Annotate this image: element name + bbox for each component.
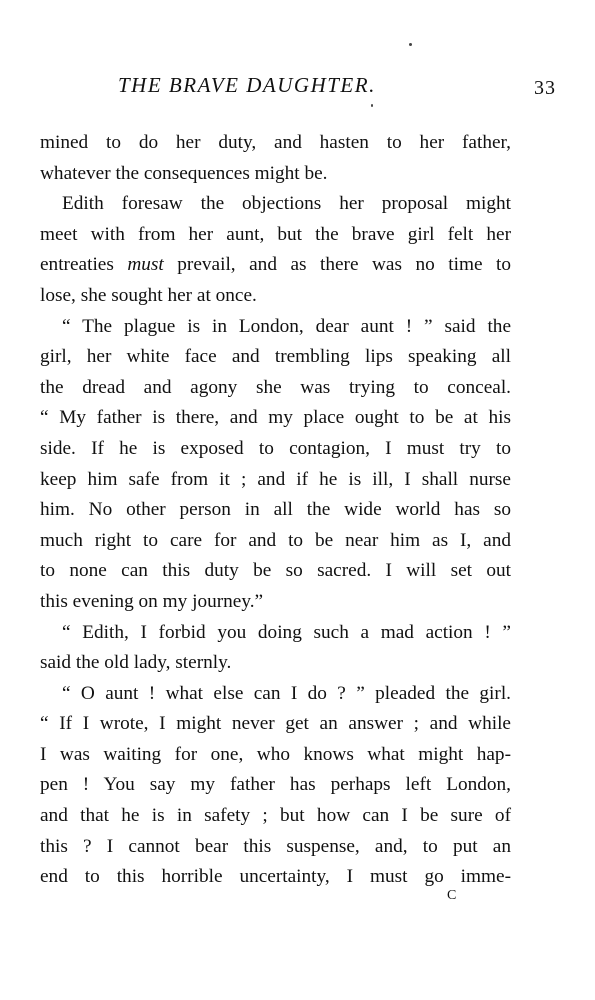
text-line <box>40 373 511 404</box>
text-segment: Edith foresaw the objections her proposal might <box>62 193 511 215</box>
text-segment: him. No other person in all the wide world has so <box>40 499 511 521</box>
body-text <box>40 128 511 893</box>
text-segment: “ My father is there, and my place ought to be at his <box>40 407 511 429</box>
text-line <box>40 189 511 220</box>
text-segment: side. If he is exposed to contagion, I must try to <box>40 437 511 459</box>
text-segment: “ O aunt ! what else can I do ? ” pleaded the girl. <box>62 682 511 704</box>
text-segment: end to this horrible uncertainty, I must go imme- <box>40 866 511 888</box>
text-segment: prevail, and as there was no time to <box>163 254 511 276</box>
text-segment: “ The plague is in London, dear aunt ! ” said the <box>62 315 511 337</box>
text-line <box>40 403 511 434</box>
text-line <box>40 556 511 587</box>
text-segment: and that he is in safety ; but how can I be sure of <box>40 805 511 827</box>
text-line <box>40 587 511 618</box>
text-line <box>40 648 511 679</box>
ink-speck <box>371 104 373 107</box>
text-segment: entreaties <box>40 254 128 276</box>
running-head <box>40 73 556 103</box>
text-segment: “ Edith, I forbid you doing such a mad action ! ” <box>62 621 511 643</box>
text-segment: this ? I cannot bear this suspense, and, to put an <box>40 835 511 857</box>
text-segment: “ If I wrote, I might never get an answer ; and while <box>40 713 511 735</box>
text-segment: keep him safe from it ; and if he is ill, I shall nurse <box>40 468 511 490</box>
text-segment: girl, her white face and trembling lips speaking all <box>40 346 511 368</box>
text-segment: whatever the consequences might be. <box>40 162 328 184</box>
text-segment: the dread and agony she was trying to conceal. <box>40 376 511 398</box>
text-segment: to none can this duty be so sacred. I will set out <box>40 560 511 582</box>
text-line <box>40 679 511 710</box>
text-segment: this evening on my journey.” <box>40 590 264 612</box>
text-line <box>40 801 511 832</box>
text-line <box>40 250 511 281</box>
text-line <box>40 220 511 251</box>
text-segment: much right to care for and to be near him as I, and <box>40 529 511 551</box>
text-line <box>40 770 511 801</box>
text-segment: lose, she sought her at once. <box>40 284 257 306</box>
text-line <box>40 159 511 190</box>
text-segment: I was waiting for one, who knows what might hap- <box>40 743 511 765</box>
page-number: 33 <box>534 77 556 99</box>
text-line <box>40 281 511 312</box>
text-line <box>40 342 511 373</box>
text-line <box>40 862 511 893</box>
text-segment: pen ! You say my father has perhaps left London, <box>40 774 511 796</box>
text-segment: meet with from her aunt, but the brave girl felt her <box>40 223 511 245</box>
text-line <box>40 832 511 863</box>
text-line <box>40 709 511 740</box>
text-line <box>40 312 511 343</box>
text-line <box>40 618 511 649</box>
italic-word: must <box>127 254 164 276</box>
text-line <box>40 495 511 526</box>
text-line <box>40 128 511 159</box>
text-line <box>40 526 511 557</box>
text-line <box>40 740 511 771</box>
running-title: THE BRAVE DAUGHTER. <box>118 73 376 97</box>
text-segment: said the old lady, sternly. <box>40 652 232 674</box>
signature-mark: C <box>447 888 458 903</box>
text-segment: mined to do her duty, and hasten to her father, <box>40 132 511 153</box>
text-line <box>40 434 511 465</box>
ink-speck <box>409 43 412 46</box>
text-line <box>40 465 511 496</box>
